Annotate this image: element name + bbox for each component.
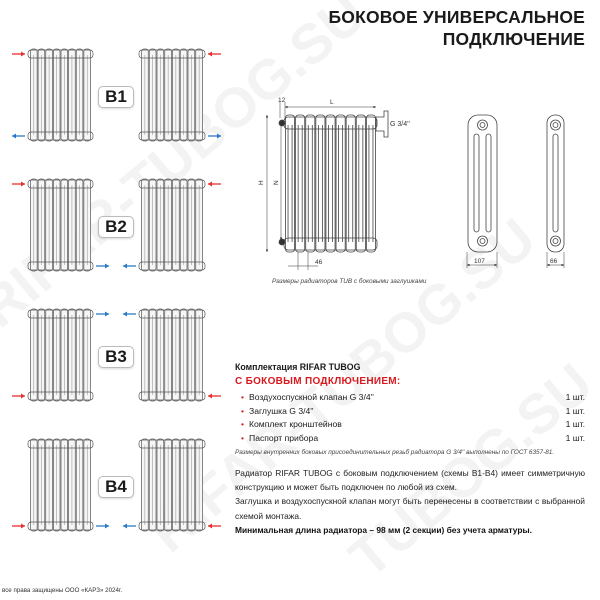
description bbox=[235, 466, 585, 537]
bullet-icon: • bbox=[241, 432, 245, 443]
side-view-3-column bbox=[468, 115, 497, 252]
supply-arrow-icon bbox=[12, 394, 25, 399]
supply-arrow-icon bbox=[12, 182, 25, 187]
return-arrow-icon bbox=[123, 312, 136, 317]
kit-item-qty: 1 шт. bbox=[565, 405, 585, 416]
supply-arrow-icon bbox=[208, 394, 221, 399]
title-line-2: ПОДКЛЮЧЕНИЕ bbox=[442, 29, 585, 49]
depth-2col-label: 66 bbox=[550, 258, 558, 265]
supply-arrow-icon bbox=[208, 52, 221, 57]
depth-3col-label: 107 bbox=[474, 258, 485, 265]
bullet-icon: • bbox=[241, 419, 245, 430]
kit-item-name bbox=[241, 392, 374, 402]
return-arrow-icon bbox=[96, 524, 109, 529]
kit-subheading: С БОКОВЫМ ПОДКЛЮЧЕНИЕМ: bbox=[235, 376, 401, 387]
front-view-radiator bbox=[279, 111, 388, 252]
scheme-label-b1: B1 bbox=[98, 86, 134, 108]
kit-item-name bbox=[241, 433, 318, 443]
length-label: L bbox=[330, 99, 334, 106]
kit-item bbox=[235, 417, 585, 431]
technical-drawing bbox=[240, 90, 600, 290]
return-arrow-icon bbox=[96, 264, 109, 269]
supply-arrow-icon bbox=[12, 524, 25, 529]
kit-item-label: Воздухоспускной клапан G 3/4'' bbox=[249, 391, 374, 402]
offset-label: 12 bbox=[278, 97, 286, 104]
return-arrow-icon bbox=[12, 134, 25, 139]
thread-label: G 3/4'' bbox=[390, 121, 410, 128]
radiator-icon bbox=[28, 439, 93, 531]
return-arrow-icon bbox=[96, 312, 109, 317]
return-arrow-icon bbox=[208, 134, 221, 139]
radiator-icon bbox=[28, 179, 93, 271]
kit-item-label: Заглушка G 3/4'' bbox=[249, 405, 314, 416]
drawing-caption: Размеры радиаторов TUB с боковыми заглушками bbox=[272, 278, 427, 285]
scheme-label-b4: B4 bbox=[98, 476, 134, 498]
axis-label: N bbox=[273, 180, 280, 185]
kit-item-qty: 1 шт. bbox=[565, 419, 585, 430]
kit-item bbox=[235, 390, 585, 404]
kit-heading: Комплектация RIFAR TUBOG bbox=[235, 362, 361, 372]
kit-note: Размеры внутренних боковых присоединительных резьб радиатора G 3/4'' выполнены по ГОСТ 6357-81. bbox=[235, 448, 555, 456]
supply-arrow-icon bbox=[208, 524, 221, 529]
kit-item-qty: 1 шт. bbox=[565, 432, 585, 443]
kit-item-name bbox=[241, 419, 342, 429]
side-view-2-column bbox=[547, 115, 564, 252]
kit-item bbox=[235, 404, 585, 418]
scheme-label-b3: B3 bbox=[98, 346, 134, 368]
scheme-label-b2: B2 bbox=[98, 216, 134, 238]
radiator-icon bbox=[28, 309, 93, 401]
radiator-icon bbox=[139, 179, 205, 271]
kit-item-label: Комплект кронштейнов bbox=[249, 419, 342, 430]
bullet-icon: • bbox=[241, 391, 245, 402]
kit-section bbox=[235, 362, 585, 456]
supply-arrow-icon bbox=[12, 52, 25, 57]
title-line-1: БОКОВОЕ УНИВЕРСАЛЬНОЕ bbox=[328, 7, 585, 27]
description-p2: Заглушка и воздухоспускной клапан могут быть перенесены в соответствии с выбранной схемой монтажа. bbox=[235, 496, 585, 521]
footer-copyright: все права защищены ООО «КАРЗ» 2024г. bbox=[2, 587, 123, 594]
radiator-icon bbox=[139, 439, 205, 531]
radiator-icon bbox=[139, 49, 205, 141]
radiator-icon bbox=[139, 309, 205, 401]
section-width-label: 46 bbox=[315, 259, 323, 266]
kit-item-qty: 1 шт. bbox=[565, 391, 585, 402]
height-label: H bbox=[258, 180, 265, 185]
return-arrow-icon bbox=[123, 264, 136, 269]
bullet-icon: • bbox=[241, 405, 245, 416]
kit-item-name bbox=[241, 406, 314, 416]
description-p3: Минимальная длина радиатора – 98 мм (2 секции) без учета арматуры. bbox=[235, 524, 532, 535]
kit-item bbox=[235, 431, 585, 445]
return-arrow-icon bbox=[123, 524, 136, 529]
kit-item-label: Паспорт прибора bbox=[249, 432, 319, 443]
page-title bbox=[328, 6, 585, 50]
description-p1: Радиатор RIFAR TUBOG с боковым подключением (схемы B1-B4) имеет симметричную конструкцию и может быть подключен по любой из схем. bbox=[235, 468, 585, 493]
supply-arrow-icon bbox=[208, 182, 221, 187]
radiator-icon bbox=[28, 49, 93, 141]
